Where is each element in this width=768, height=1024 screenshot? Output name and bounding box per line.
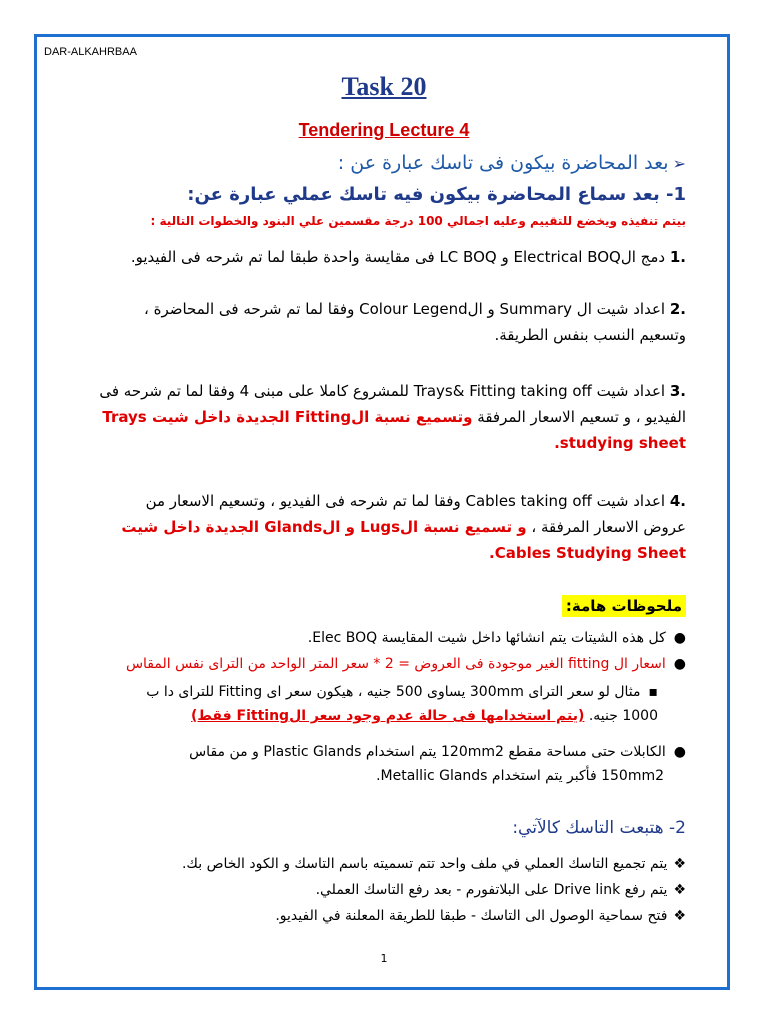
diamond-bullet-icon: ❖ bbox=[673, 856, 686, 872]
item-line: دمج الElectrical BOQ و LC BOQ فى مقايسة واحدة طبقا لما تم شرحه فى الفيديو. bbox=[130, 248, 666, 266]
note-item bbox=[60, 626, 686, 650]
note-sub-item bbox=[60, 680, 658, 728]
bullet-icon: ● bbox=[673, 656, 686, 672]
intro-line bbox=[60, 152, 686, 174]
diamond-bullet-icon: ❖ bbox=[673, 908, 686, 924]
item-number: .3 bbox=[669, 382, 686, 400]
item-highlight: وتسميع نسبة الFitting الجديدة داخل شيت Trays bbox=[102, 408, 473, 426]
notes-heading bbox=[562, 596, 686, 615]
page-subtitle: Tendering Lecture 4 bbox=[298, 120, 470, 140]
note-text: الكابلات حتى مساحة مقطع 120mm2 يتم استخدام Plastic Glands و من مقاس bbox=[189, 744, 666, 760]
item-line: وتسعيم النسب بنفس الطريقة. bbox=[494, 326, 686, 344]
item-line: اعداد شيت Cables taking off وفقا لما تم شرحه فى الفيديو ، وتسعيم الاسعار من bbox=[145, 492, 666, 510]
item-number: .4 bbox=[669, 492, 686, 510]
item-line: اعداد شيت Trays& Fitting taking off للمشروع كاملا على مبنى 4 وفقا لما تم شرحه فى bbox=[99, 382, 666, 400]
notes-heading-text: ملحوظات هامة: bbox=[562, 595, 686, 617]
delivery-text: يتم رفع Drive link على البلاتفورم - بعد رفع التاسك العملي. bbox=[315, 882, 668, 898]
item-number: .1 bbox=[669, 248, 686, 266]
diamond-bullet-icon: ❖ bbox=[673, 882, 686, 898]
note-text: اسعار ال fitting الغير موجودة فى العروض = 2 * سعر المتر الواحد من الترای نفس المقاس bbox=[125, 656, 666, 672]
page-number: 1 bbox=[380, 952, 388, 965]
task-item-4 bbox=[60, 488, 686, 566]
item-number: .2 bbox=[669, 300, 686, 318]
item-highlight: studying sheet. bbox=[554, 434, 686, 452]
item-line: الفيديو ، و تسعيم الاسعار المرفقة bbox=[472, 408, 686, 426]
bullet-icon: ● bbox=[673, 744, 686, 760]
grading-note: بيتم تنفيذه ويخضع للتقييم وعليه اجمالي 100 درجة مقسمين علي البنود والخطوات التالية : bbox=[150, 214, 686, 228]
section2-heading: 2- هتبعت التاسك كالآتي: bbox=[512, 818, 686, 838]
delivery-item bbox=[60, 908, 686, 924]
check-arrow-icon: ➢ bbox=[672, 154, 686, 173]
task-item-2 bbox=[60, 296, 686, 348]
note-highlight: (يتم استخدامها فى حالة عدم وجود سعر الFitting فقط) bbox=[191, 708, 585, 724]
section1-heading: 1- بعد سماع المحاضرة بيكون فيه تاسك عملي عبارة عن: bbox=[187, 184, 686, 205]
delivery-item bbox=[60, 856, 686, 872]
delivery-text: يتم تجميع التاسك العملي في ملف واحد تتم تسميته باسم التاسك و الكود الخاص بك. bbox=[181, 856, 668, 872]
note-item bbox=[60, 652, 686, 676]
item-highlight: و تسميع نسبة الLugs و الGlands الجديدة داخل شيت bbox=[121, 518, 527, 536]
header-label: DAR-ALKAHRBAA bbox=[44, 46, 137, 58]
bullet-icon: ● bbox=[673, 630, 686, 646]
task-item-1 bbox=[60, 244, 686, 270]
note-text: كل هذه الشيتات يتم انشائها داخل شيت المقايسة Elec BOQ. bbox=[307, 630, 666, 646]
note-item bbox=[60, 740, 686, 788]
note-text: 150mm2 فأكبر يتم استخدام Metallic Glands. bbox=[376, 768, 664, 784]
delivery-text: فتح سماحية الوصول الى التاسك - طبقا للطريقة المعلنة في الفيديو. bbox=[275, 908, 668, 924]
note-text: 1000 جنيه. bbox=[588, 708, 658, 724]
task-item-3 bbox=[60, 378, 686, 456]
item-line: عروض الاسعار المرفقة ، bbox=[526, 518, 686, 536]
square-bullet-icon: ▪ bbox=[648, 684, 658, 700]
item-line: اعداد شيت ال Summary و الColour Legend وفقا لما تم شرحه فى المحاضرة ، bbox=[143, 300, 666, 318]
note-text: مثال لو سعر الترای 300mm يساوى 500 جنيه ، هيكون سعر ای Fitting للترای دا ب bbox=[146, 684, 641, 700]
intro-text: بعد المحاضرة بيكون فى تاسك عبارة عن : bbox=[337, 152, 669, 174]
page-title: Task 20 bbox=[341, 72, 427, 101]
delivery-item bbox=[60, 882, 686, 898]
item-highlight: Cables Studying Sheet. bbox=[489, 544, 686, 562]
